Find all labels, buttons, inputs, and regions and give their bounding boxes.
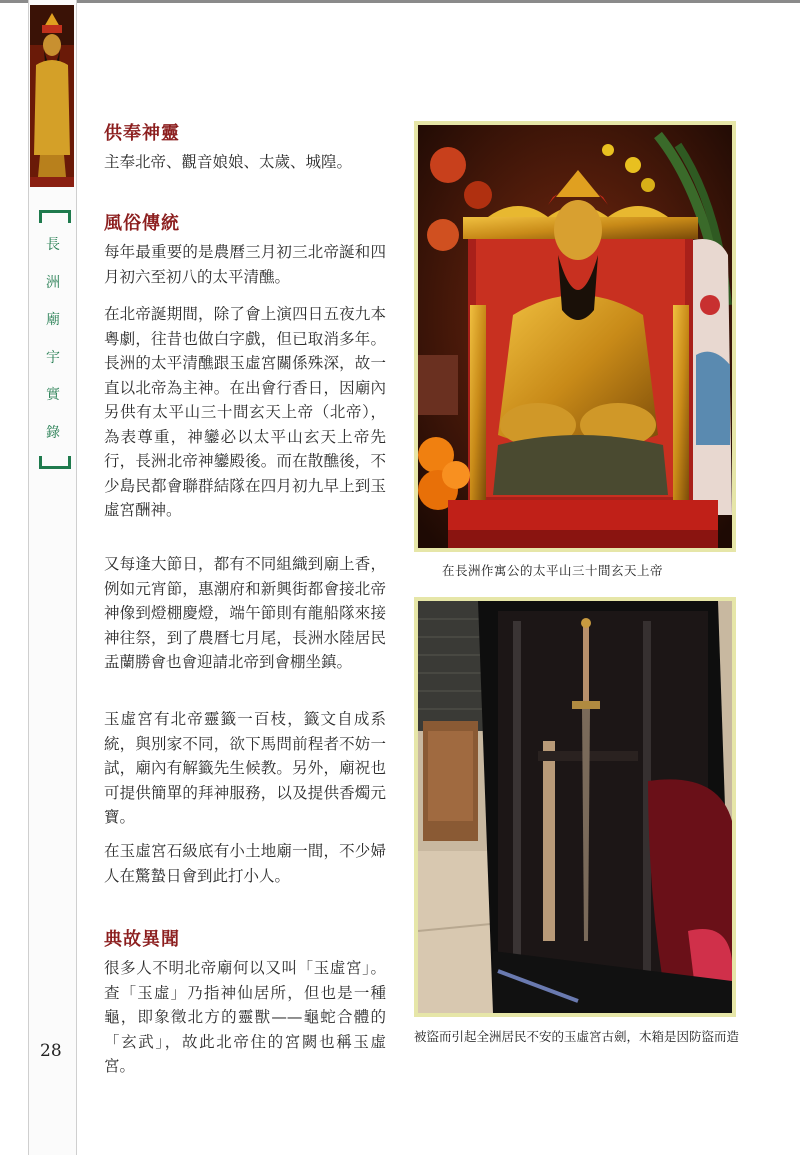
sidebar-char: 洲 <box>46 274 60 291</box>
top-rule <box>0 0 800 3</box>
sidebar-char: 實 <box>46 387 60 403</box>
sword-case-photo <box>414 597 736 1017</box>
sidebar-thumbnail <box>30 5 74 187</box>
sidebar-char: 長 <box>46 237 60 253</box>
page-number: 28 <box>40 1041 62 1061</box>
section-heading: 典故異聞 <box>104 929 180 950</box>
section-paragraph: 在玉虛宮石級底有小土地廟一間，不少婦人在驚蟄日會到此打小人。 <box>104 842 386 885</box>
section-paragraph: 又每逢大節日，都有不同組織到廟上香，例如元宵節，惠潮府和新興街都會接北帝神像到燈棚慶燈，端午節則有龍船隊來接神往祭，到了農曆七月尾，長洲水陸居民盂蘭勝會也會迎請北帝到會棚坐鎮。 <box>104 555 386 671</box>
photo-caption: 在長洲作寓公的太平山三十間玄天上帝 <box>442 563 664 578</box>
section-paragraph: 在北帝誕期間，除了會上演四日五夜九本粵劇，往昔也做白字戲，但已取消多年。長洲的太平清醮跟玉虛宮關係殊深，故一直以北帝為主神。在出會行香日，因廟內另供有太平山三十間玄天上帝（北帝），為表尊重，神鑾必以太平山玄天上帝先行，長洲北帝神鑾殿後。而在散醮後，不少島民都會聯群結隊在四月初九早上到玉虛宮酬神。 <box>104 305 386 519</box>
section-paragraph: 很多人不明北帝廟何以又叫「玉虛宮」。查「玉虛」乃指神仙居所，但也是一種龜，即象徵北方的靈獸——龜蛇合體的「玄武」，故此北帝住的宮闕也稱玉虛宮。 <box>104 959 386 1075</box>
section-paragraph: 玉虛宮有北帝靈籤一百枝，籤文自成系統，與別家不同，欲下馬問前程者不妨一試，廟內有解籤先生候教。另外，廟祝也可提供簡單的拜神服務，以及提供香燭元寶。 <box>104 710 386 826</box>
section-paragraph: 每年最重要的是農曆三月初三北帝誕和四月初六至初八的太平清醮。 <box>104 243 386 286</box>
photo-caption: 被盜而引起全洲居民不安的玉虛宮古劍，木箱是因防盜而造 <box>414 1029 740 1044</box>
sidebar-char: 廟 <box>46 312 60 328</box>
bracket-top <box>39 210 71 223</box>
vertical-book-title <box>39 210 67 469</box>
section-paragraph: 主奉北帝、觀音娘娘、太歲、城隍。 <box>104 153 353 171</box>
section-heading: 供奉神靈 <box>104 123 180 144</box>
sidebar-char: 錄 <box>46 424 60 441</box>
section-heading: 風俗傳統 <box>104 213 180 234</box>
bracket-bottom <box>39 456 71 469</box>
sidebar-char: 宇 <box>46 349 60 366</box>
deity-statue-photo <box>414 121 736 552</box>
